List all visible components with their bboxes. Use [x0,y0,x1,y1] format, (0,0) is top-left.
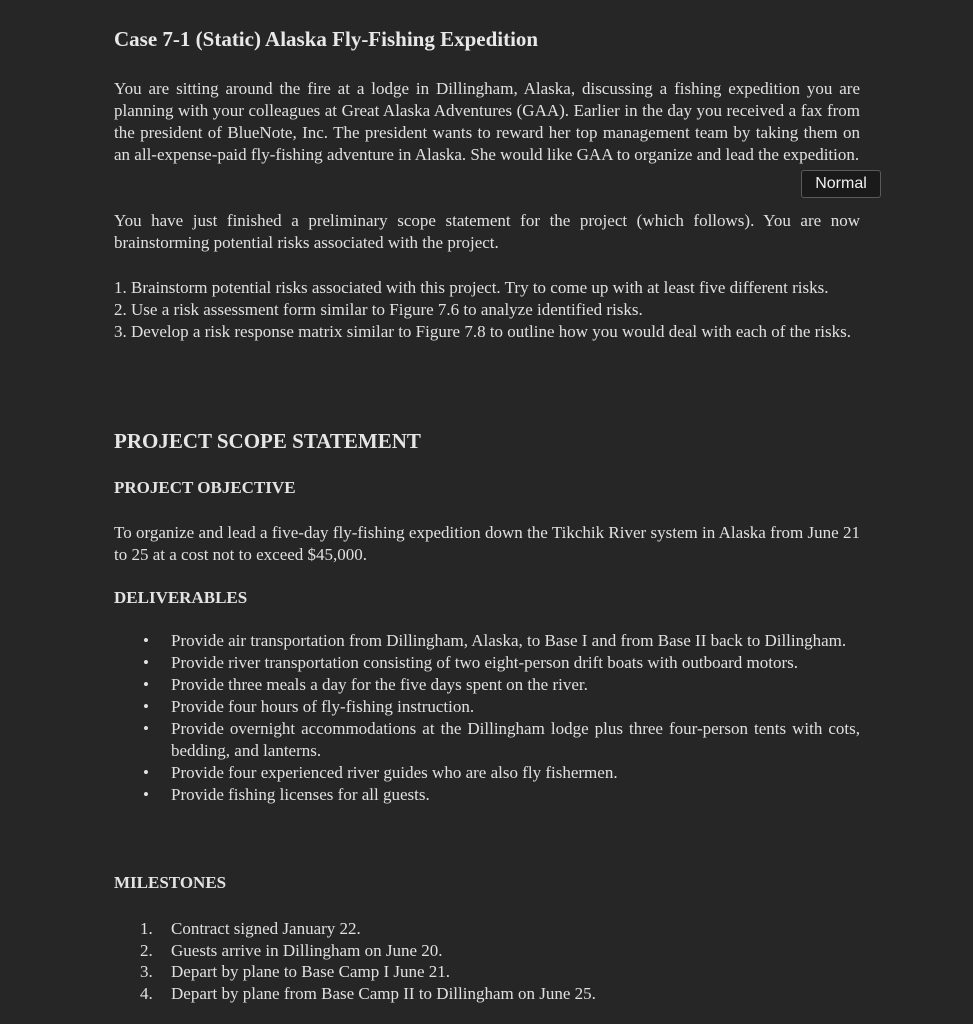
task-item: 3. Develop a risk response matrix similar to Figure 7.8 to outline how you would deal with each of the risks. [114,322,852,341]
bullet-icon: • [143,675,149,694]
case-title: Case 7-1 (Static) Alaska Fly-Fishing Expedition [114,27,539,51]
deliverable-text: Provide four experienced river guides who are also fly fishermen. [171,763,618,782]
list-item [114,918,860,940]
context-paragraph: You have just finished a preliminary scope statement for the project (which follows). You are now brainstorming potential risks associated with the project. [114,211,860,252]
deliverable-text: Provide four hours of fly-fishing instruction. [171,697,475,716]
list-item [114,652,860,674]
objective-text: To organize and lead a five-day fly-fishing expedition down the Tikchik River system in Alaska from June 21 to 25 at a cost not to exceed $45,000. [114,523,860,564]
milestone-text: Guests arrive in Dillingham on June 20. [171,940,443,960]
task-item: 1. Brainstorm potential risks associated with this project. Try to come up with at least five different risks. [114,278,829,297]
list-item [114,762,860,784]
bullet-icon: • [143,653,149,672]
bullet-icon: • [143,763,149,782]
list-item [114,784,860,806]
deliverable-text: Provide overnight accommodations at the Dillingham lodge plus three four-person tents with cots, bedding, and lanterns. [171,719,860,760]
list-item [114,674,860,696]
bullet-icon: • [143,697,149,716]
deliverable-text: Provide river transportation consisting of two eight-person drift boats with outboard motors. [171,653,799,672]
list-item [114,718,860,762]
task-list [114,277,860,343]
milestone-number: 2. [140,940,153,960]
list-item [114,940,860,962]
deliverables-list [114,630,860,806]
list-item [114,983,860,1005]
deliverable-text: Provide three meals a day for the five days spent on the river. [171,675,588,694]
task-item: 2. Use a risk assessment form similar to Figure 7.6 to analyze identified risks. [114,300,643,319]
milestone-text: Depart by plane to Base Camp I June 21. [171,962,451,981]
bullet-icon: • [143,631,149,650]
milestone-number: 3. [140,962,153,981]
list-item [114,961,860,983]
deliverable-text: Provide air transportation from Dillingham, Alaska, to Base I and from Base II back to Dillingham. [171,631,847,650]
milestone-text: Depart by plane from Base Camp II to Dillingham on June 25. [171,983,596,1003]
milestone-text: Contract signed January 22. [171,919,361,938]
bullet-icon: • [143,785,149,804]
bullet-icon: • [143,719,149,738]
objective-heading: PROJECT OBJECTIVE [114,478,296,497]
list-item [114,696,860,718]
intro-paragraph: You are sitting around the fire at a lodge in Dillingham, Alaska, discussing a fishing expedition you are planning with your colleagues at Great Alaska Adventures (GAA). Earlier in the day you received a fax from the president of BlueNote, Inc. The president wants to reward her top management team by taking them on an all-expense-paid fly-fishing adventure in Alaska. She would like GAA to organize and lead the expedition. [114,79,860,164]
scope-heading: PROJECT SCOPE STATEMENT [114,429,421,453]
milestones-list [114,918,860,1004]
milestone-number: 4. [140,983,153,1003]
deliverables-heading: DELIVERABLES [114,588,248,607]
paragraph-style-tooltip[interactable]: Normal [801,170,881,198]
milestones-heading: MILESTONES [114,873,227,892]
list-item [114,630,860,652]
deliverable-text: Provide fishing licenses for all guests. [171,785,430,804]
milestone-number: 1. [140,919,153,938]
